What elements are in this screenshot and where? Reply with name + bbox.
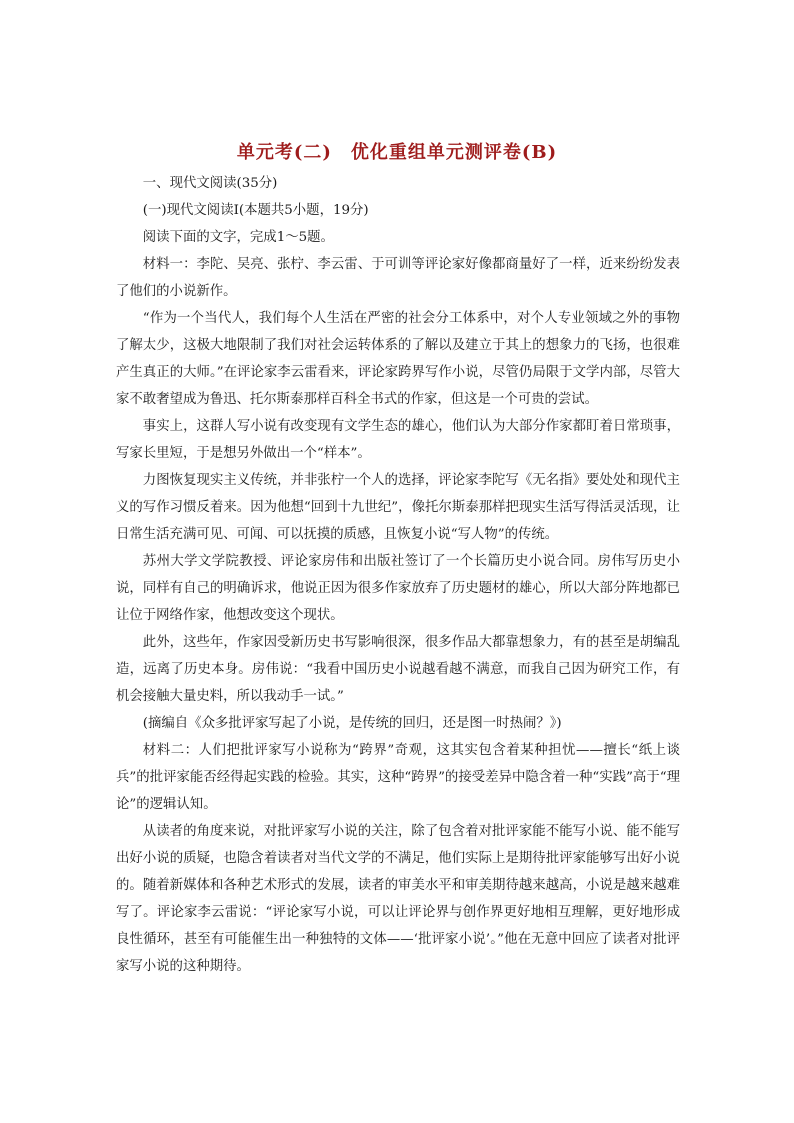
document-body	[116, 170, 680, 980]
paragraph: 从读者的角度来说，对批评家写小说的关注，除了包含着对批评家能不能写小说、能不能写出好小说的质疑，也隐含着读者对当代文学的不满足，他们实际上是期待批评家能够写出好小说的。随着新媒体和各种艺术形式的发展，读者的审美水平和审美期待越来越高，小说是越来越难写了。评论家李云雷说：“评论家写小说，可以让评论界与创作界更好地相互理解，更好地形成良性循环，甚至有可能催生出一种独特的文体——‘批评家小说’。”他在无意中回应了读者对批评家写小说的这种期待。	[116, 824, 680, 974]
paragraph: 力图恢复现实主义传统，并非张柠一个人的选择，评论家李陀写《无名指》要处处和现代主义的写作习惯反着来。因为他想“回到十九世纪”，像托尔斯泰那样把现实生活写得活灵活现，让日常生活充满可见、可闻、可以抚摸的质感，且恢复小说“写人物”的传统。	[116, 473, 680, 542]
paragraph: 材料二：人们把批评家写小说称为“跨界”奇观，这其实包含着某种担忧——擅长“纸上谈兵”的批评家能否经得起实践的检验。其实，这种“跨界”的接受差异中隐含着一种“实践”高于“理论”的逻辑认知。	[116, 743, 680, 812]
paragraph: 此外，这些年，作家因受新历史书写影响很深，很多作品大都靠想象力，有的甚至是胡编乱造，远离了历史本身。房伟说：“我看中国历史小说越看越不满意，而我自己因为研究工作，有机会接触大量史料，所以我动手一试。”	[116, 635, 680, 704]
paragraph: “作为一个当代人，我们每个人生活在严密的社会分工体系中，对个人专业领域之外的事物了解太少，这极大地限制了我们对社会运转体系的了解以及建立于其上的想象力的飞扬，也很难产生真正的大师。”在评论家李云雷看来，评论家跨界写作小说，尽管仍局限于文学内部，尽管大家不敢奢望成为鲁迅、托尔斯泰那样百科全书式的作家，但这是一个可贵的尝试。	[116, 311, 680, 407]
instruction: 阅读下面的文字，完成1～5题。	[142, 230, 334, 245]
paragraph: 材料一：李陀、吴亮、张柠、李云雷、于可训等评论家好像都商量好了一样，近来纷纷发表了他们的小说新作。	[116, 257, 680, 299]
section-heading: 一、现代文阅读(35分)	[142, 176, 278, 191]
paragraph: 苏州大学文学院教授、评论家房伟和出版社签订了一个长篇历史小说合同。房伟写历史小说，同样有自己的明确诉求，他说正因为很多作家放弃了历史题材的雄心，所以大部分阵地都已让位于网络作家，他想改变这个现状。	[116, 554, 680, 623]
subsection-heading: (一)现代文阅读Ⅰ(本题共5小题，19分)	[142, 203, 369, 218]
paragraph: 事实上，这群人写小说有改变现有文学生态的雄心，他们认为大部分作家都盯着日常琐事，写家长里短，于是想另外做出一个“样本”。	[116, 419, 680, 461]
source-citation: (摘编自《众多批评家写起了小说，是传统的回归，还是图一时热闹？》)	[142, 716, 562, 731]
page-title: 单元考(二) 优化重组单元测评卷(B)	[236, 142, 558, 163]
